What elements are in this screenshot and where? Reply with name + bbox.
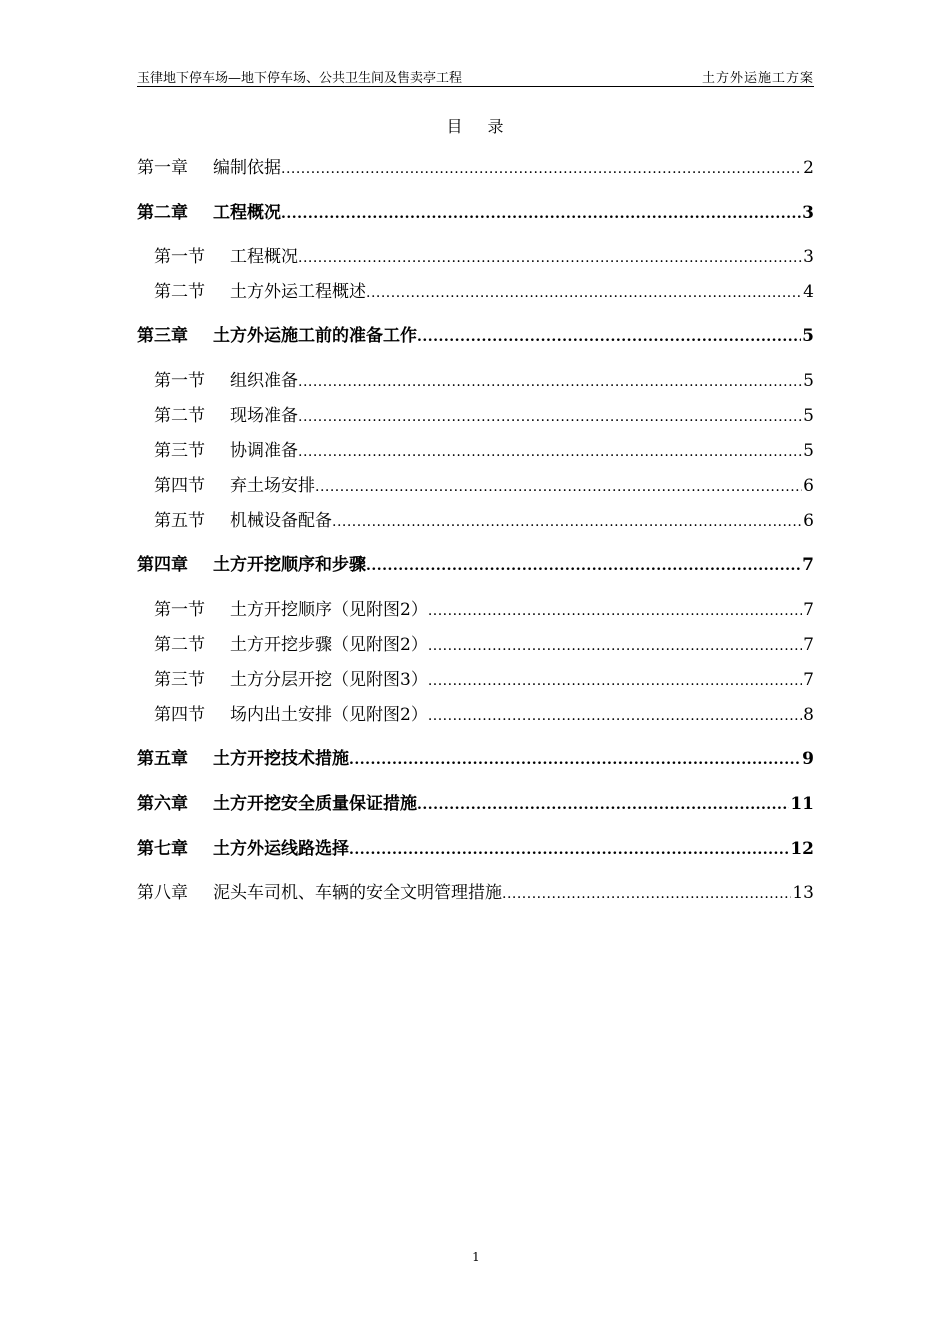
- toc-section-3-1[interactable]: [154, 366, 814, 390]
- toc-entry-number: 第二节: [154, 635, 205, 655]
- toc-entry-number: 第三章: [137, 326, 188, 346]
- toc-section-4-2[interactable]: [154, 630, 814, 654]
- toc-entry-number: 第一节: [154, 247, 205, 267]
- toc-leader-dots: [298, 250, 802, 266]
- toc-entry-page: 7: [803, 670, 814, 690]
- toc-entry-number: 第二节: [154, 406, 205, 426]
- toc-entry-page: 6: [803, 476, 814, 496]
- toc-entry-number: 第一节: [154, 371, 205, 391]
- toc-leader-dots: [428, 603, 802, 619]
- toc-section-3-3[interactable]: [154, 436, 814, 460]
- toc-entry-page: 5: [803, 371, 814, 391]
- toc-leader-dots: [332, 514, 802, 530]
- toc-leader-dots: [366, 285, 802, 301]
- toc-entry-page: 13: [792, 883, 814, 903]
- toc-title: 目 录: [446, 117, 504, 136]
- toc-entry-title: 土方开挖技术措施: [213, 749, 349, 769]
- toc-entry-page: 6: [803, 511, 814, 531]
- toc-chapter-1[interactable]: [137, 153, 814, 177]
- toc-leader-dots: [502, 886, 791, 902]
- toc-entry-number: 第八章: [137, 883, 188, 903]
- header-project-title: 玉律地下停车场—地下停车场、公共卫生间及售卖亭工程: [137, 71, 463, 86]
- toc-section-2-2[interactable]: [154, 277, 814, 301]
- toc-entry-title: 现场准备: [230, 406, 298, 426]
- toc-entry-title: 土方开挖步骤（见附图2）: [230, 635, 428, 655]
- toc-section-3-5[interactable]: [154, 506, 814, 530]
- toc-leader-dots: [428, 708, 802, 724]
- toc-leader-dots: [349, 752, 801, 768]
- toc-section-4-3[interactable]: [154, 665, 814, 689]
- toc-leader-dots: [315, 479, 802, 495]
- toc-entry-number: 第一节: [154, 600, 205, 620]
- toc-entry-number: 第六章: [137, 794, 188, 814]
- toc-entry-title: 组织准备: [230, 371, 298, 391]
- toc-entry-title: 机械设备配备: [230, 511, 332, 531]
- toc-entry-page: 7: [802, 555, 814, 575]
- toc-section-3-4[interactable]: [154, 471, 814, 495]
- toc-chapter-2[interactable]: [137, 198, 814, 222]
- toc-section-2-1[interactable]: [154, 242, 814, 266]
- toc-entry-title: 土方外运工程概述: [230, 282, 366, 302]
- toc-leader-dots: [428, 638, 802, 654]
- toc-leader-dots: [417, 797, 789, 813]
- toc-chapter-4[interactable]: [137, 550, 814, 574]
- toc-entry-title: 土方开挖顺序（见附图2）: [230, 600, 428, 620]
- page-number: 1: [472, 1250, 480, 1264]
- toc-entry-number: 第四章: [137, 555, 188, 575]
- toc-entry-page: 8: [803, 705, 814, 725]
- toc-leader-dots: [366, 558, 801, 574]
- toc-leader-dots: [281, 206, 801, 222]
- toc-entry-title: 泥头车司机、车辆的安全文明管理措施: [213, 883, 502, 903]
- toc-leader-dots: [298, 374, 802, 390]
- toc-entry-number: 第七章: [137, 839, 188, 859]
- toc-entry-title: 编制依据: [213, 158, 281, 178]
- toc-section-4-1[interactable]: [154, 595, 814, 619]
- toc-entry-title: 工程概况: [230, 247, 298, 267]
- toc-entry-page: 3: [803, 247, 814, 267]
- toc-leader-dots: [281, 161, 802, 177]
- toc-entry-title: 工程概况: [213, 203, 281, 223]
- toc-entry-page: 2: [803, 158, 814, 178]
- toc-entry-page: 9: [802, 749, 814, 769]
- toc-entry-number: 第五章: [137, 749, 188, 769]
- toc-entry-title: 土方外运施工前的准备工作: [213, 326, 417, 346]
- toc-section-4-4[interactable]: [154, 700, 814, 724]
- toc-entry-number: 第五节: [154, 511, 205, 531]
- toc-entry-title: 土方外运线路选择: [213, 839, 349, 859]
- toc-entry-title: 协调准备: [230, 441, 298, 461]
- toc-entry-number: 第二章: [137, 203, 188, 223]
- toc-entry-page: 4: [803, 282, 814, 302]
- toc-entry-number: 第三节: [154, 441, 205, 461]
- toc-entry-page: 3: [802, 203, 814, 223]
- toc-entry-title: 场内出土安排（见附图2）: [230, 705, 428, 725]
- toc-entry-page: 5: [803, 441, 814, 461]
- toc-entry-title: 弃土场安排: [230, 476, 315, 496]
- toc-entry-title: 土方分层开挖（见附图3）: [230, 670, 428, 690]
- toc-leader-dots: [298, 444, 802, 460]
- toc-entry-title: 土方开挖安全质量保证措施: [213, 794, 417, 814]
- toc-leader-dots: [298, 409, 802, 425]
- toc-chapter-8[interactable]: [137, 878, 814, 902]
- toc-leader-dots: [417, 329, 801, 345]
- page-header: [137, 66, 814, 87]
- toc-entry-title: 土方开挖顺序和步骤: [213, 555, 366, 575]
- toc-entry-number: 第四节: [154, 705, 205, 725]
- toc-chapter-3[interactable]: [137, 321, 814, 345]
- toc-section-3-2[interactable]: [154, 401, 814, 425]
- toc-entry-page: 7: [803, 600, 814, 620]
- toc-leader-dots: [349, 842, 789, 858]
- header-document-title: 土方外运施工方案: [701, 71, 814, 86]
- toc-entry-page: 7: [803, 635, 814, 655]
- toc-entry-number: 第四节: [154, 476, 205, 496]
- toc-chapter-5[interactable]: [137, 744, 814, 768]
- toc-entry-page: 5: [802, 326, 814, 346]
- toc-entry-page: 12: [790, 839, 814, 859]
- toc-entry-page: 5: [803, 406, 814, 426]
- toc-chapter-6[interactable]: [137, 789, 814, 813]
- toc-entry-page: 11: [790, 794, 814, 814]
- toc-entry-number: 第二节: [154, 282, 205, 302]
- toc-chapter-7[interactable]: [137, 834, 814, 858]
- toc-leader-dots: [428, 673, 802, 689]
- toc-entry-number: 第三节: [154, 670, 205, 690]
- toc-entry-number: 第一章: [137, 158, 188, 178]
